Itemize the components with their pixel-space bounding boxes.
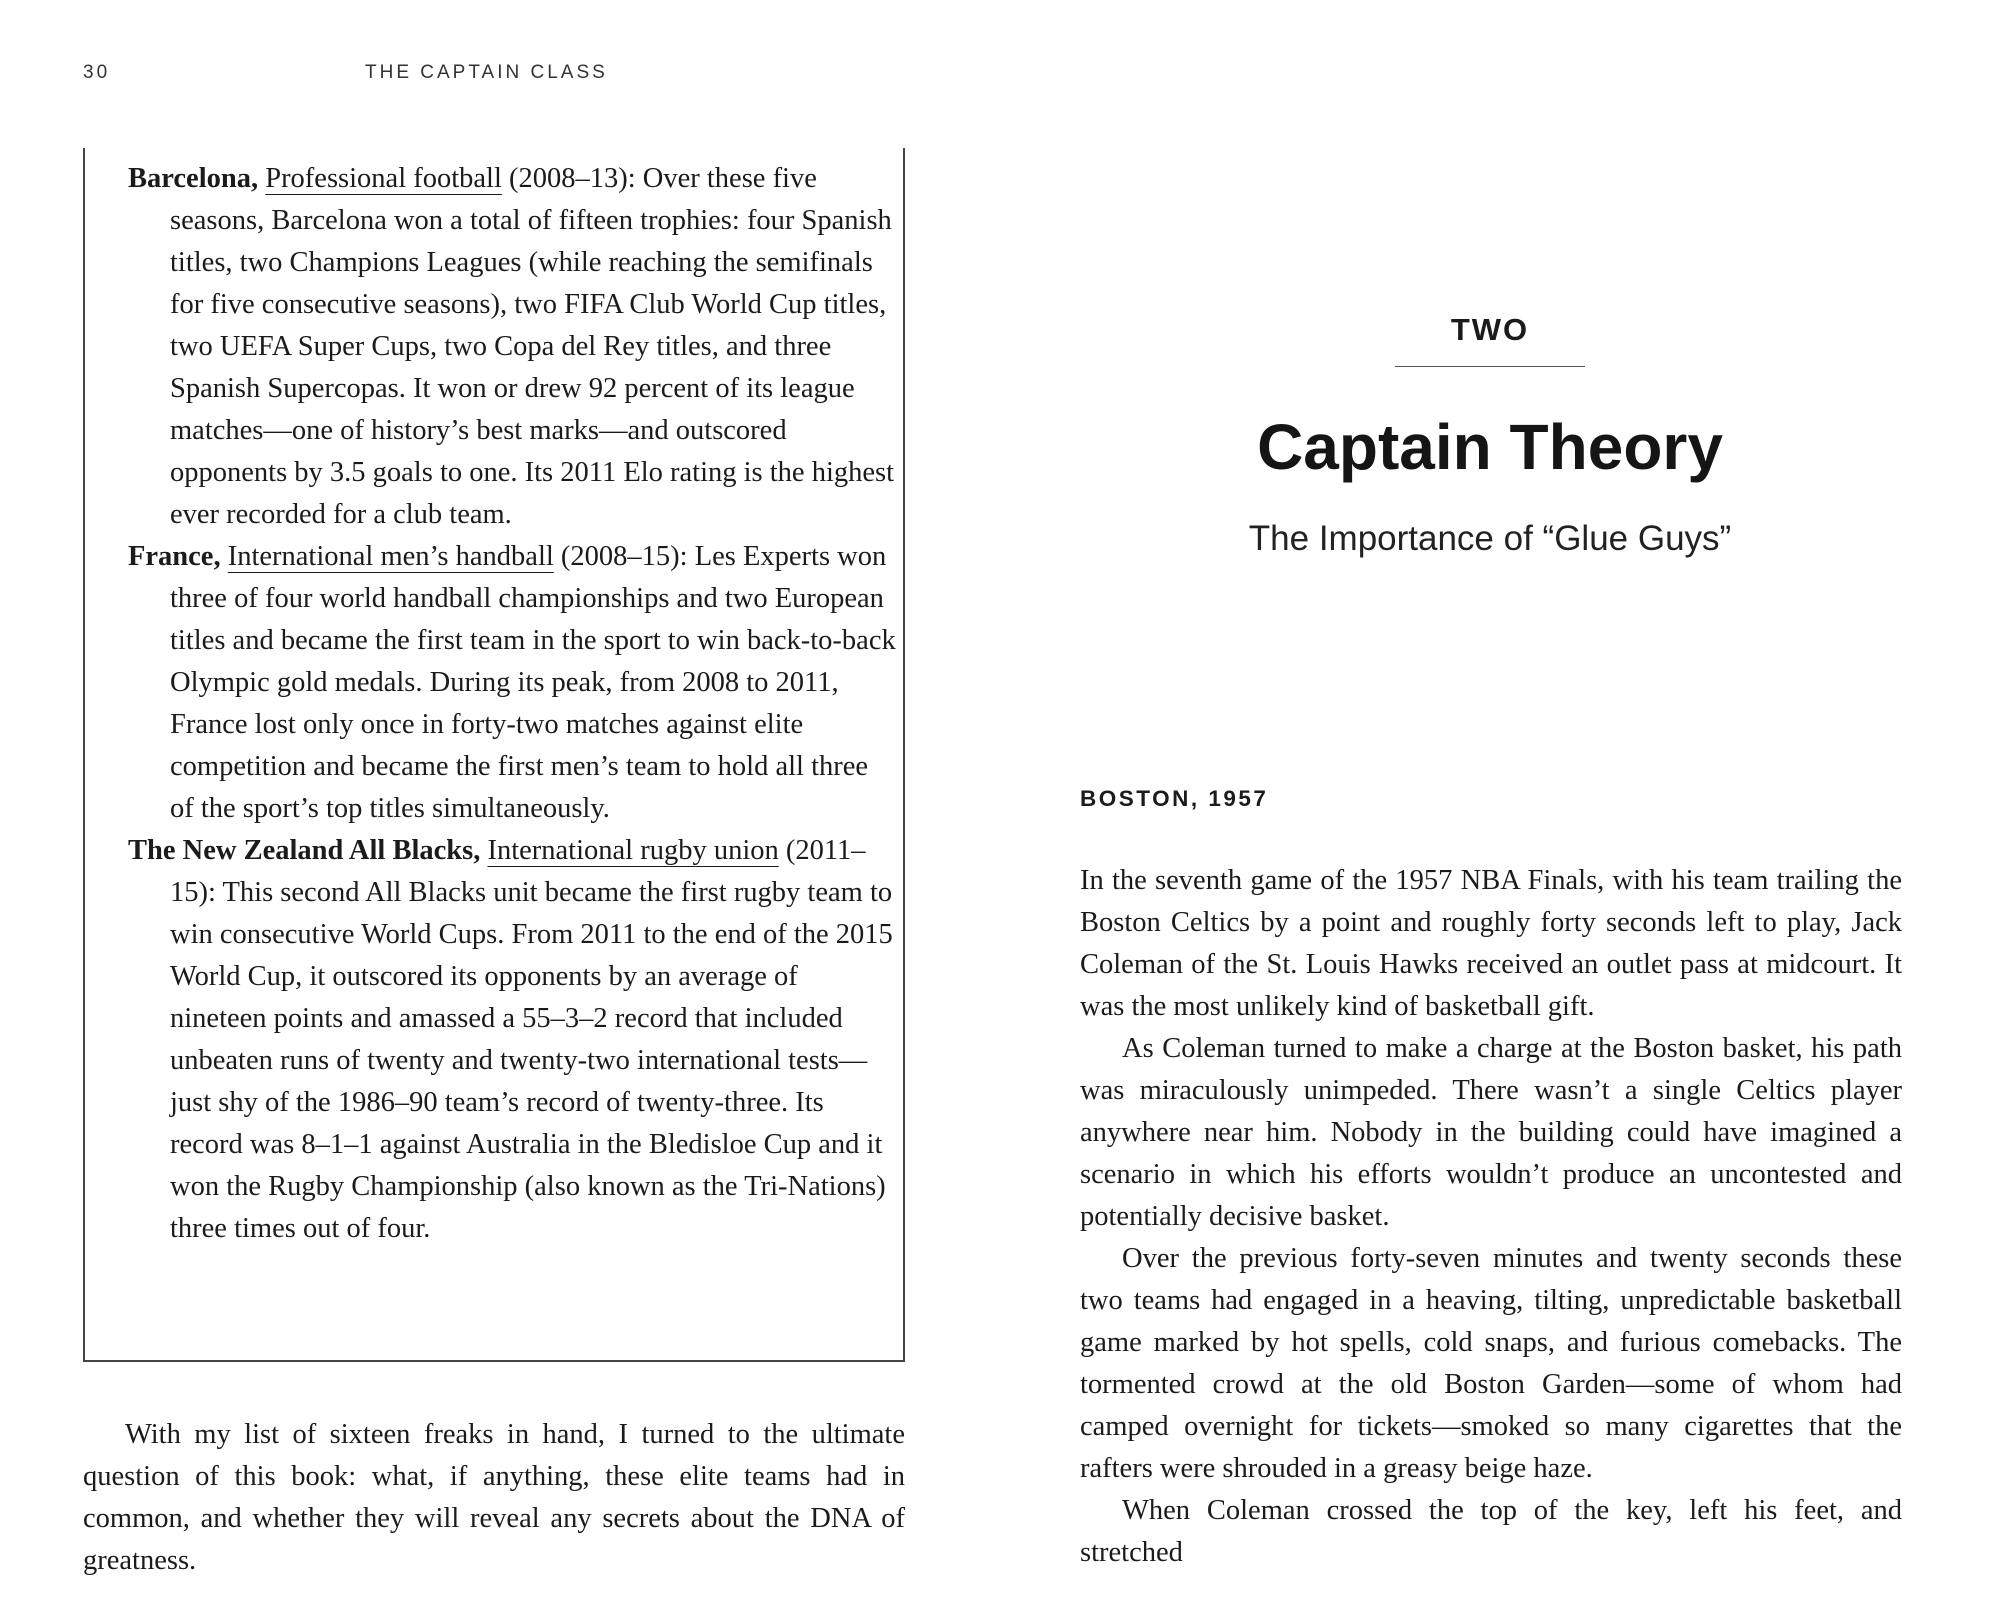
body-paragraph: Over the previous forty-seven minutes and twenty seconds these two teams had engaged in a heaving, tilting, unpredictable basketball game marked by hot spells, cold snaps, and furious comebacks. The tormented crowd at the old Boston Garden—some of whom had camped overnight for tickets—smoked so many cigarettes that the rafters were shrouded in a greasy beige haze. xyxy=(1080,1243,1902,1484)
entry-text: (2011–15): This second All Blacks unit became the first rugby team to win consecutive World Cups. From 2011 to the end of the 2015 World Cup, it outscored its opponents by an average of nineteen points and amassed a 55–3–2 record that included unbeaten runs of twenty and twenty-two international tests—just shy of the 1986–90 team’s record of twenty-three. Its record was 8–1–1 against Australia in the Bledisloe Cup and it won the Rugby Championship (also known as the Tri-Nations) three times out of four. xyxy=(170,835,893,1244)
entry-team: France, xyxy=(128,541,221,572)
entry-team: The New Zealand All Blacks, xyxy=(128,835,481,866)
entry-team: Barcelona, xyxy=(128,163,259,194)
chapter-body xyxy=(1080,860,1902,1574)
body-paragraph: As Coleman turned to make a charge at the Boston basket, his path was miraculously unimpeded. There wasn’t a single Celtics player anywhere near him. Nobody in the building could have imagined a scenario in which his efforts wouldn’t produce an uncontested and potentially decisive basket. xyxy=(1080,1033,1902,1232)
entry-sport: International rugby union xyxy=(487,835,779,866)
body-paragraph: In the seventh game of the 1957 NBA Finals, with his team trailing the Boston Celtics by a point and roughly forty seconds left to play, Jack Coleman of the St. Louis Hawks received an outlet pass at midcourt. It was the most unlikely kind of basketball gift. xyxy=(1080,865,1902,1022)
chapter-subtitle: The Importance of “Glue Guys” xyxy=(1248,519,1732,558)
entry-france xyxy=(128,536,896,830)
entry-text: (2008–15): Les Experts won three of four world handball championships and two European titles and became the first team in the sport to win back-to-back Olympic gold medals. During its peak, from 2008 to 2011, France lost only once in forty-two matches against elite competition and became the first men’s team to hold all three of the sport’s top titles simultaneously. xyxy=(170,541,896,824)
chapter-divider xyxy=(1395,366,1585,367)
entry-all-blacks xyxy=(128,830,896,1250)
section-heading: BOSTON, 1957 xyxy=(1080,786,1269,811)
team-entries xyxy=(128,158,896,1250)
entry-barcelona xyxy=(128,158,896,536)
chapter-title: Captain Theory xyxy=(1257,411,1723,483)
sidebar-box xyxy=(83,148,905,1362)
entry-sport: Professional football xyxy=(265,163,502,194)
entry-text: (2008–13): Over these five seasons, Barcelona won a total of fifteen trophies: four Spanish titles, two Champions Leagues (while reaching the semifinals for five consecutive seasons), two FIFA Club World Cup titles, two UEFA Super Cups, two Copa del Rey titles, and three Spanish Supercopas. It won or drew 92 percent of its league matches—one of history’s best marks—and outscored opponents by 3.5 goals to one. Its 2011 Elo rating is the highest ever recorded for a club team. xyxy=(170,163,895,530)
body-paragraph: When Coleman crossed the top of the key, left his feet, and stretched xyxy=(1080,1495,1902,1568)
running-head-title: THE CAPTAIN CLASS xyxy=(365,62,608,83)
page-number: 30 xyxy=(83,62,111,83)
entry-sport: International men’s handball xyxy=(227,541,554,572)
chapter-number: TWO xyxy=(1450,312,1530,347)
left-body-paragraph: With my list of sixteen freaks in hand, I turned to the ultimate question of this book: what, if anything, these elite teams had in common, and whether they will reveal any secrets about the DNA of greatness. xyxy=(83,1419,905,1576)
